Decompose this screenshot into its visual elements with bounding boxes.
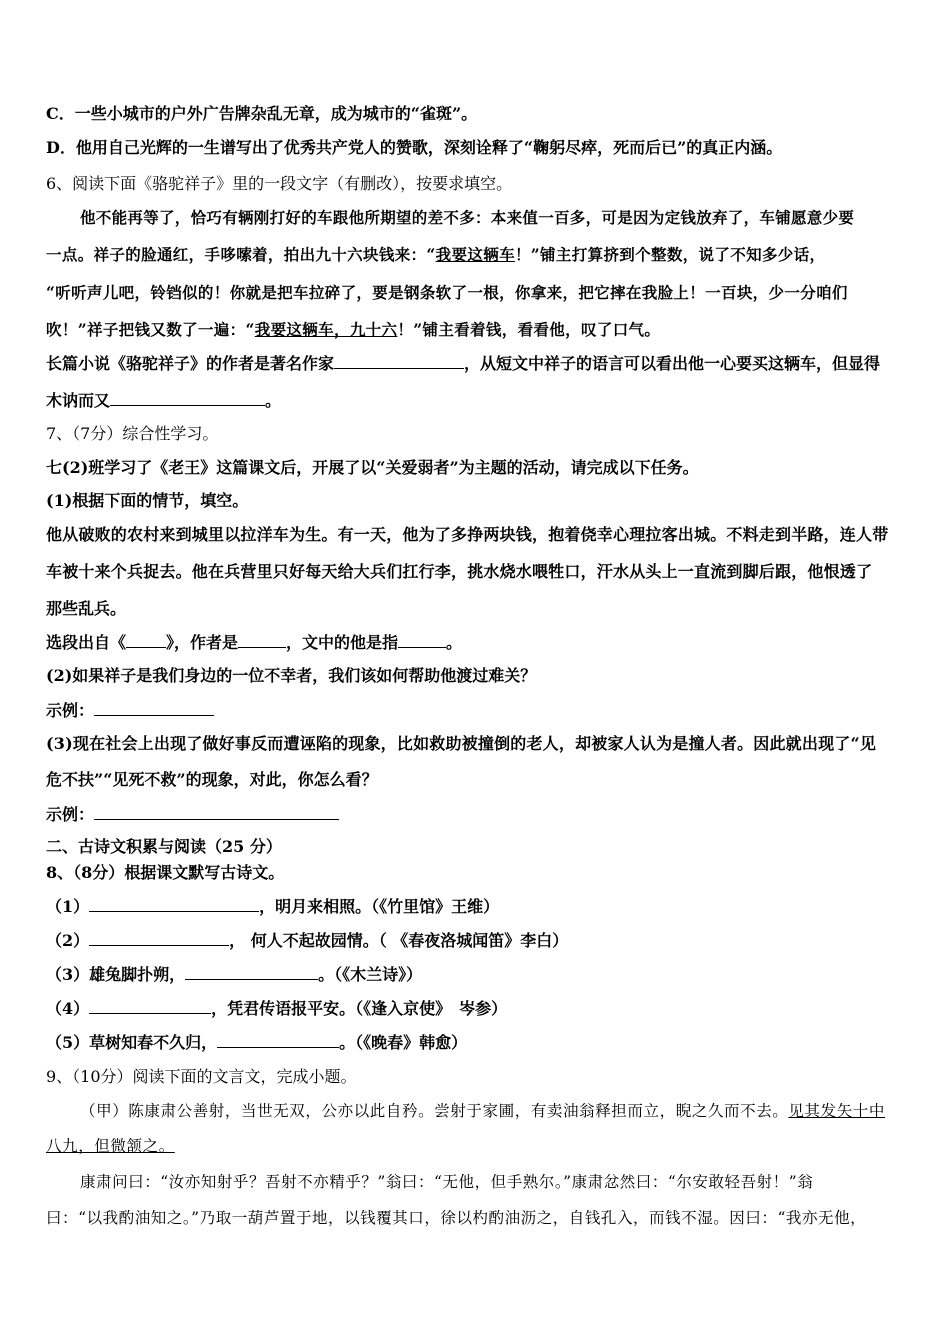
question-7-task-3-line-2-text: 危不扶”“见死不救”的现象，对此，你怎么看？ — [46, 770, 378, 789]
question-7-passage-line-3-text: 那些乱兵。 — [46, 599, 127, 618]
classical-text-underlined-2: 八九，但微颔之。 — [46, 1137, 175, 1155]
classical-text-line-4-text: 曰：“以我酌油知之。”乃取一葫芦置于地，以钱覆其口，徐以杓酌油沥之，自钱孔入，而钱不湿。因曰：“我亦无他， — [46, 1209, 867, 1227]
question-6-blank-line-1 — [46, 353, 880, 374]
question-6-prompt-b: ，从短文中祥子的语言可以看出他一心要买这辆车，但显得 — [464, 354, 881, 373]
fill-prefix: 选段出自《 — [46, 633, 127, 652]
question-7-passage-line-1-text: 他从破败的农村来到城里以拉洋车为生。有一天，他为了多挣两块钱，抱着侥幸心理拉客出城。不料走到半路，连人带 — [46, 525, 889, 544]
question-9-heading-text: 9、（10分）阅读下面的文言文，完成小题。 — [46, 1067, 357, 1086]
poem-blank-1[interactable] — [89, 896, 259, 912]
poem-blank-2[interactable] — [89, 930, 229, 946]
fill-mid-2: ，文中的他是指 — [286, 633, 399, 652]
question-7-intro-text: 七(2)班学习了《老王》这篇课文后，开展了以“关爱弱者”为主题的活动，请完成以下任务。 — [46, 458, 699, 477]
book-title-blank[interactable] — [126, 632, 166, 648]
question-7-example-2 — [46, 804, 339, 825]
question-8-item-1 — [46, 896, 499, 917]
passage-6-line-4a: 吹！”祥子把钱又数了一遍：“ — [46, 320, 255, 339]
question-7-task-2-text: (2)如果祥子是我们身边的一位不幸者，我们该如何帮助他渡过难关？ — [46, 666, 537, 685]
question-7-intro — [46, 458, 699, 478]
passage-6-line-3-text: “听听声儿吧，铃铛似的！你就是把车拉碎了，要是钢条软了一根，你拿来，把它摔在我脸上！一百块，少一分咱们 — [46, 283, 848, 302]
passage-6-line-2a: 一点。祥子的脸通红，手哆嗦着，拍出九十六块钱来：“ — [46, 245, 436, 264]
question-6-prompt-c: 木讷而又 — [46, 391, 111, 410]
classical-text-line-1a: （甲）陈康肃公善射，当世无双，公亦以此自矜。尝射于家圃，有卖油翁释担而立，睨之久而不去。 — [80, 1102, 789, 1120]
question-7-task-3-line-1-text: (3)现在社会上出现了做好事反而遭诬陷的现象，比如救助被撞倒的老人，却被家人认为是撞人者。因此就出现了“见 — [46, 734, 877, 753]
question-6-prompt-a: 长篇小说《骆驼祥子》的作者是著名作家 — [46, 354, 335, 373]
item-2-label: （2） — [46, 931, 90, 950]
option-d — [46, 138, 782, 158]
poem-blank-5[interactable] — [217, 1032, 339, 1048]
question-7-task-3-line-2 — [46, 770, 378, 790]
passage-6-line-3 — [46, 283, 848, 303]
question-6-blank-line-2 — [46, 390, 281, 411]
question-8-item-2 — [46, 930, 568, 951]
question-6-heading — [46, 174, 512, 194]
passage-6-quote-1: 我要这辆车 — [435, 245, 515, 264]
item-5-label: （5）草树知春不久归， — [46, 1033, 218, 1052]
example-label-1: 示例： — [46, 701, 95, 720]
poem-blank-3[interactable] — [185, 964, 318, 980]
item-5-rest: 。（《晚春》韩愈） — [339, 1033, 468, 1052]
question-7-task-3-line-1 — [46, 734, 876, 754]
classical-text-line-4 — [46, 1208, 866, 1228]
classical-text-line-3-text: 康肃问曰：“汝亦知射乎？吾射不亦精乎？”翁曰：“无他，但手熟尔。”康肃忿然曰：“尔安敢轻吾射！”翁 — [80, 1173, 814, 1191]
item-3-rest: 。（《木兰诗》） — [318, 965, 423, 984]
question-6-prompt-d: 。 — [265, 391, 282, 410]
question-8-item-4 — [46, 998, 507, 1019]
passage-6-line-2 — [46, 245, 825, 265]
question-8-heading-text: 8、（8分）根据课文默写古诗文。 — [46, 863, 285, 882]
item-1-rest: ，明月来相照。（《竹里馆》王维） — [259, 897, 500, 916]
classical-text-line-2 — [46, 1136, 175, 1156]
example-answer-blank-2[interactable] — [94, 804, 339, 820]
question-7-task-1 — [46, 491, 248, 511]
item-1-label: （1） — [46, 897, 90, 916]
passage-6-line-1-text: 他不能再等了，恰巧有辆刚打好的车跟他所期望的差不多：本来值一百多，可是因为定钱放弃了，车铺愿意少要 — [80, 208, 855, 227]
classical-text-line-1 — [80, 1101, 885, 1121]
section-2-heading — [46, 837, 282, 857]
classical-text-underlined-1: 见其发矢十中 — [788, 1102, 886, 1120]
section-2-heading-text: 二、古诗文积累与阅读（25 分） — [46, 837, 282, 856]
question-7-example-1 — [46, 700, 214, 721]
option-c — [46, 104, 477, 124]
question-7-task-2 — [46, 666, 536, 686]
question-7-heading — [46, 424, 218, 444]
example-answer-blank-1[interactable] — [94, 700, 214, 716]
question-7-task-1-text: (1)根据下面的情节，填空。 — [46, 491, 249, 510]
poem-blank-4[interactable] — [89, 998, 211, 1014]
question-7-passage-line-2-text: 车被十来个兵捉去。他在兵营里只好每天给大兵们扛行李，挑水烧水喂牲口，汗水从头上一直流到脚后跟，他恨透了 — [46, 562, 873, 581]
question-7-passage-line-2 — [46, 562, 872, 582]
item-3-label: （3）雄兔脚扑朔， — [46, 965, 186, 984]
question-7-heading-text: 7、（7分）综合性学习。 — [46, 424, 219, 443]
question-8-heading — [46, 863, 284, 883]
trait-blank[interactable] — [110, 390, 265, 406]
question-7-passage-line-1 — [46, 525, 888, 545]
question-6-heading-text: 6、阅读下面《骆驼祥子》里的一段文字（有删改），按要求填空。 — [46, 174, 513, 193]
option-c-text: C．一些小城市的户外广告牌杂乱无章，成为城市的“雀斑”。 — [46, 104, 478, 123]
item-4-label: （4） — [46, 999, 90, 1018]
item-2-rest: ， 何人不起故园情。（ 《春夜洛城闻笛》李白） — [229, 931, 569, 950]
passage-6-line-1 — [80, 208, 854, 228]
question-8-item-5 — [46, 1032, 467, 1053]
passage-6-quote-2: 我要这辆车，九十六 — [254, 320, 398, 339]
question-9-heading — [46, 1067, 357, 1087]
passage-6-line-2b: ！”铺主打算挤到个整数，说了不知多少话， — [514, 245, 826, 264]
passage-6-line-4b: ！”铺主看着钱，看看他，叹了口气。 — [397, 320, 661, 339]
question-7-passage-line-3 — [46, 599, 126, 619]
option-d-text: D．他用自己光辉的一生谱写出了优秀共产党人的赞歌，深刻诠释了“鞠躬尽瘁，死而后已”的真正内涵。 — [46, 138, 783, 157]
example-label-2: 示例： — [46, 805, 95, 824]
question-7-fill-line — [46, 632, 462, 653]
item-4-rest: ，凭君传语报平安。（《逢入京使》 岑参） — [211, 999, 508, 1018]
character-blank[interactable] — [398, 632, 446, 648]
classical-text-line-3 — [80, 1172, 813, 1192]
question-8-item-3 — [46, 964, 422, 985]
author-name-blank[interactable] — [238, 632, 286, 648]
passage-6-line-4 — [46, 320, 660, 340]
fill-suffix: 。 — [446, 633, 463, 652]
author-blank[interactable] — [334, 353, 464, 369]
fill-mid-1: 》，作者是 — [166, 633, 239, 652]
